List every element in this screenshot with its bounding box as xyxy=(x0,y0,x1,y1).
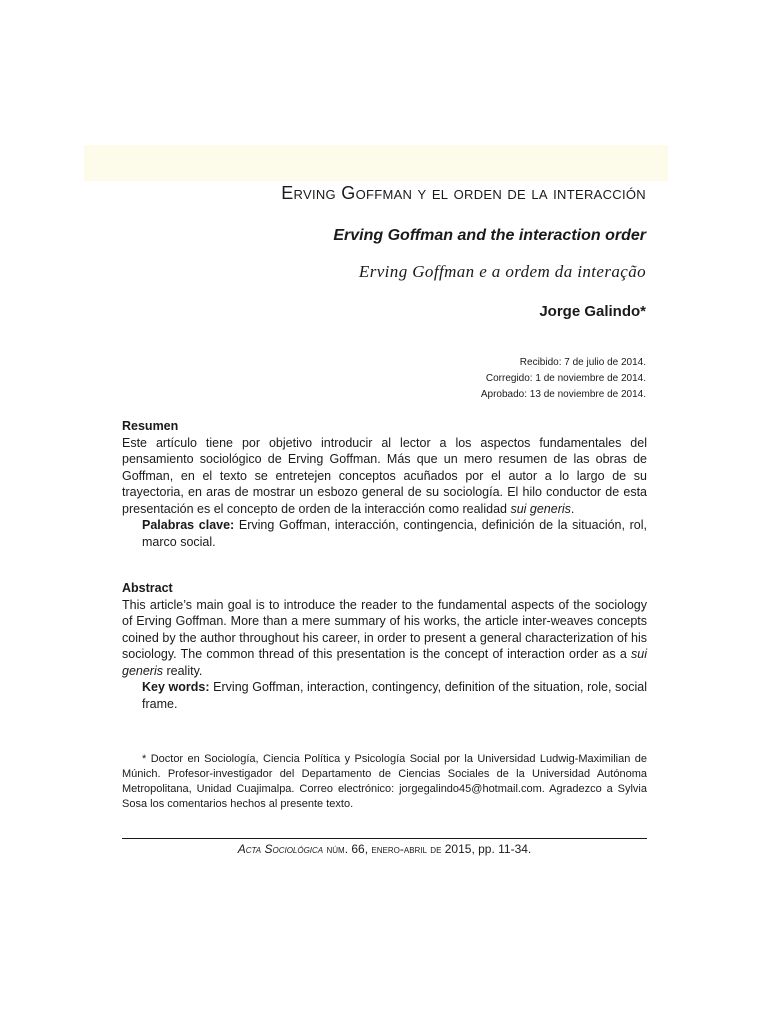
header-band xyxy=(84,145,668,181)
resumen-body-text: Este artículo tiene por objetivo introducir al lector a los aspectos fundamentales del pensamiento sociológico de Erving Goffman. Más que un mero resumen de las obras de Goffman, en el texto se entretejen conceptos acuñados por el autor a lo largo de su trayectoria, en aras de mostrar un esbozo general de su sociología. El hilo conductor de esta presentación es el concepto de orden de la interacción como realidad xyxy=(122,435,647,516)
journal-pages: 2015, pp. 11-34. xyxy=(441,842,532,856)
resumen-keywords-text: Erving Goffman, interacción, contingencia, definición de la situación, rol, marco social. xyxy=(142,518,647,549)
abstract-body-text: This article’s main goal is to introduce the reader to the fundamental aspects of the sociology of Erving Goffman. More than a mere summary of his works, the article inter-weaves concepts coined by the author throughout his career, in order to present a general characterization of his sociology. The common thread of this presentation is the concept of interaction order as a xyxy=(122,597,647,661)
article-dates xyxy=(481,355,646,403)
abstract-keywords xyxy=(122,679,647,712)
resumen-body-end: . xyxy=(570,501,575,516)
resumen-heading: Resumen xyxy=(122,419,179,433)
abstract-body-end: reality. xyxy=(163,663,203,678)
abstract-heading: Abstract xyxy=(122,581,173,595)
journal-name: Acta Sociológica xyxy=(237,842,324,856)
title-portuguese: Erving Goffman e a ordem da interação xyxy=(358,262,646,281)
footnote-text: * Doctor en Sociología, Ciencia Política y Psicología Social por la Universidad Ludwig-Maximilian de Múnich. Profesor-investigador del Departamento de Ciencias Sociales de la Universidad Autónoma Metropolitana, Unidad Cuajimalpa. Correo electrónico: jorgegalindo45@hotmail.com. Agradezco a Sylvia Sosa los comentarios hechos al presente texto. xyxy=(122,753,647,810)
journal-citation xyxy=(122,842,647,856)
abstract-body-italic: sui generis xyxy=(122,647,647,678)
date-received: Recibido: 7 de julio de 2014. xyxy=(519,357,646,368)
abstract-keywords-text: Erving Goffman, interaction, contingency, definition of the situation, role, social frame. xyxy=(142,680,647,711)
resumen-body xyxy=(122,436,647,516)
journal-issue: núm. 66, xyxy=(323,842,372,856)
title-english: Erving Goffman and the interaction order xyxy=(333,227,646,244)
abstract-section xyxy=(122,580,647,712)
resumen-body-italic: sui generis xyxy=(510,501,571,516)
footer-rule xyxy=(122,838,647,839)
date-approved: Aprobado: 13 de noviembre de 2014. xyxy=(480,389,646,400)
resumen-keywords xyxy=(122,517,647,550)
abstract-body xyxy=(122,598,647,678)
journal-period: enero-abril de xyxy=(371,842,442,856)
resumen-section xyxy=(122,418,647,550)
abstract-keywords-label: Key words: xyxy=(142,680,210,694)
resumen-keywords-label: Palabras clave: xyxy=(142,518,235,532)
author-name: Jorge Galindo* xyxy=(539,303,646,320)
author-footnote xyxy=(122,752,647,812)
title-spanish: Erving Goffman y el orden de la interacción xyxy=(281,183,646,203)
date-corrected: Corregido: 1 de noviembre de 2014. xyxy=(485,373,646,384)
